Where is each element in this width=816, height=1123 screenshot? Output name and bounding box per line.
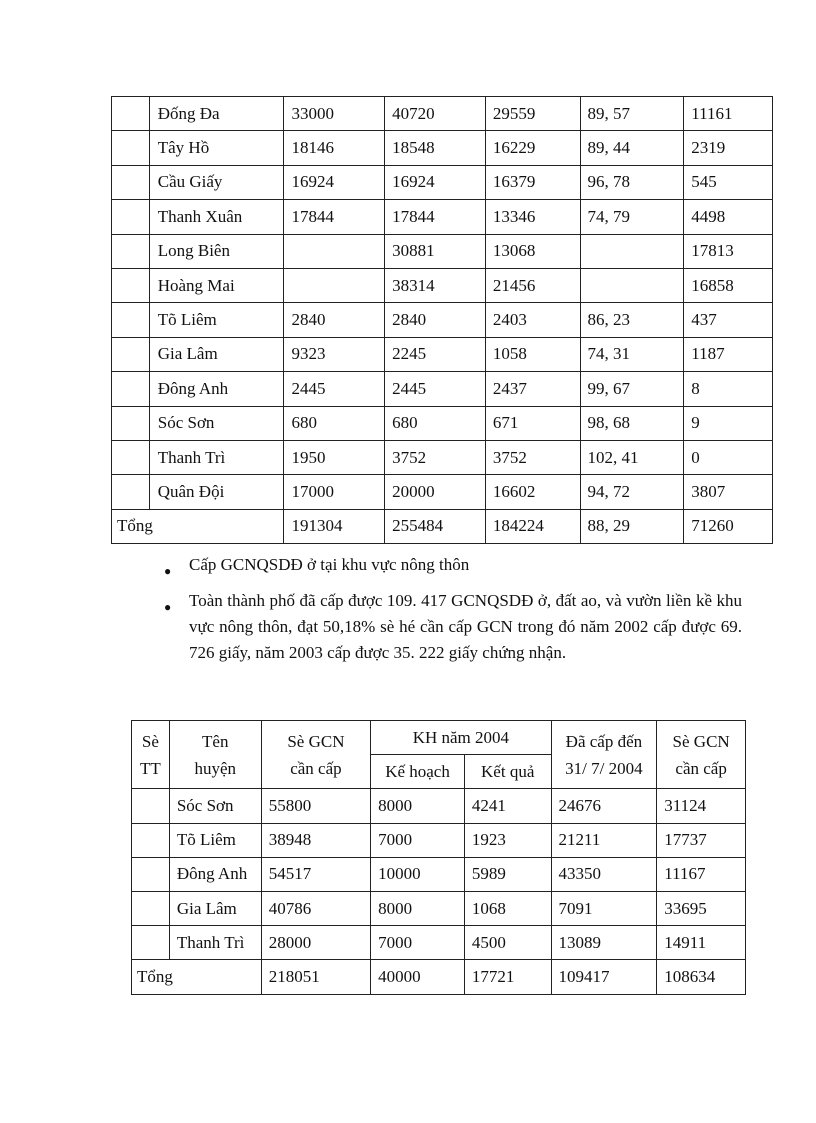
value-cell: 8 (684, 372, 773, 406)
value-cell: 38314 (385, 268, 486, 302)
value-cell: 2445 (385, 372, 486, 406)
value-cell: 38948 (261, 823, 370, 857)
stt-cell (132, 857, 170, 891)
value-cell: 1058 (485, 337, 580, 371)
table-row (112, 234, 773, 268)
value-cell: 13068 (485, 234, 580, 268)
district-name: Gia Lâm (149, 337, 284, 371)
value-cell: 3807 (684, 475, 773, 509)
value-cell: 29559 (485, 97, 580, 131)
value-cell: 40786 (261, 891, 370, 925)
value-cell (284, 268, 385, 302)
district-table-body (112, 97, 773, 544)
header-remain (657, 721, 746, 789)
percent-cell: 89, 57 (580, 97, 684, 131)
value-cell (284, 234, 385, 268)
total-label: Tổng (112, 509, 284, 543)
table-row (132, 891, 746, 925)
header-kh-plan: Kế hoạch (371, 755, 465, 789)
percent-cell: 94, 72 (580, 475, 684, 509)
percent-cell: 74, 79 (580, 200, 684, 234)
value-cell: 0 (684, 440, 773, 474)
header-name (169, 721, 261, 789)
value-cell: 437 (684, 303, 773, 337)
value-cell: 17813 (684, 234, 773, 268)
value-cell: 13346 (485, 200, 580, 234)
value-cell: 2437 (485, 372, 580, 406)
value-cell: 28000 (261, 926, 370, 960)
value-cell: 1950 (284, 440, 385, 474)
percent-cell: 99, 67 (580, 372, 684, 406)
header-text: Đã cấp đến (565, 731, 643, 751)
header-text: TT (140, 758, 161, 778)
header-kh-group: KH năm 2004 (371, 721, 551, 755)
header-done (551, 721, 657, 789)
district-name: Tây Hồ (149, 131, 284, 165)
district-name: Sóc Sơn (169, 789, 261, 823)
value-cell: 8000 (371, 789, 465, 823)
stt-cell (112, 131, 150, 165)
stt-cell (112, 268, 150, 302)
total-value: 71260 (684, 509, 773, 543)
stt-cell (132, 823, 170, 857)
value-cell: 16602 (485, 475, 580, 509)
table-row (132, 789, 746, 823)
district-name: Gia Lâm (169, 891, 261, 925)
district-name: Sóc Sơn (149, 406, 284, 440)
header-text: Sè GCN (672, 731, 730, 751)
value-cell: 545 (684, 165, 773, 199)
header-text: Sè (141, 731, 159, 751)
total-value: 108634 (657, 960, 746, 994)
district-name: Quân Đội (149, 475, 284, 509)
district-name: Hoàng Mai (149, 268, 284, 302)
header-text: Sè GCN (287, 731, 345, 751)
rural-certificate-table (131, 720, 746, 995)
value-cell: 4500 (464, 926, 551, 960)
value-cell: 40720 (385, 97, 486, 131)
value-cell: 2445 (284, 372, 385, 406)
value-cell: 3752 (385, 440, 486, 474)
value-cell: 1068 (464, 891, 551, 925)
header-row (132, 721, 746, 755)
total-value: 255484 (385, 509, 486, 543)
total-row (132, 960, 746, 994)
bullet-text: Cấp GCNQSDĐ ở tại khu vực nông thôn (189, 555, 470, 574)
table-row (112, 372, 773, 406)
bullet-item (164, 588, 742, 666)
table-row (112, 200, 773, 234)
rural-table-body (132, 721, 746, 995)
bullet-dot-icon: ● (164, 600, 172, 614)
value-cell: 4241 (464, 789, 551, 823)
value-cell: 680 (284, 406, 385, 440)
stt-cell (112, 97, 150, 131)
percent-cell: 89, 44 (580, 131, 684, 165)
header-kh-result: Kết quả (464, 755, 551, 789)
percent-cell: 102, 41 (580, 440, 684, 474)
value-cell: 33695 (657, 891, 746, 925)
value-cell: 16229 (485, 131, 580, 165)
header-text: Tên (202, 731, 229, 751)
district-name: Đống Đa (149, 97, 284, 131)
value-cell: 3752 (485, 440, 580, 474)
bullet-item (164, 552, 742, 578)
header-need (261, 721, 370, 789)
percent-cell: 96, 78 (580, 165, 684, 199)
district-name: Thanh Trì (149, 440, 284, 474)
stt-cell (112, 475, 150, 509)
table-row (112, 268, 773, 302)
stt-cell (132, 891, 170, 925)
value-cell: 17844 (385, 200, 486, 234)
percent-cell: 98, 68 (580, 406, 684, 440)
stt-cell (112, 200, 150, 234)
table-row (112, 406, 773, 440)
value-cell: 13089 (551, 926, 657, 960)
value-cell: 16379 (485, 165, 580, 199)
value-cell: 24676 (551, 789, 657, 823)
value-cell: 680 (385, 406, 486, 440)
value-cell: 4498 (684, 200, 773, 234)
district-name: Đông Anh (149, 372, 284, 406)
table-row (112, 303, 773, 337)
header-text: cần cấp (290, 758, 342, 778)
value-cell: 21456 (485, 268, 580, 302)
value-cell: 7000 (371, 926, 465, 960)
percent-cell: 86, 23 (580, 303, 684, 337)
value-cell: 17844 (284, 200, 385, 234)
value-cell: 16924 (284, 165, 385, 199)
value-cell: 9323 (284, 337, 385, 371)
bullet-text: Toàn thành phố đã cấp được 109. 417 GCNQSDĐ ở, đất ao, và vườn liền kề khu vực nông thôn, đạt 50,18% sè hé cần cấp GCN trong đó năm 2002 cấp được 69. 726 giấy, năm 2003 cấp được 35. 222 giấy chứng nhận. (189, 591, 742, 662)
header-stt (132, 721, 170, 789)
table-row (112, 97, 773, 131)
total-percent: 88, 29 (580, 509, 684, 543)
table-row (132, 926, 746, 960)
value-cell: 16924 (385, 165, 486, 199)
value-cell: 1187 (684, 337, 773, 371)
total-value: 184224 (485, 509, 580, 543)
total-value: 109417 (551, 960, 657, 994)
value-cell: 18548 (385, 131, 486, 165)
bullet-dot-icon: ● (164, 564, 172, 578)
value-cell: 2840 (385, 303, 486, 337)
table-row (112, 440, 773, 474)
stt-cell (112, 440, 150, 474)
stt-cell (112, 406, 150, 440)
value-cell: 17000 (284, 475, 385, 509)
value-cell: 43350 (551, 857, 657, 891)
value-cell: 33000 (284, 97, 385, 131)
value-cell: 17737 (657, 823, 746, 857)
value-cell: 21211 (551, 823, 657, 857)
stt-cell (112, 165, 150, 199)
district-name: Thanh Xuân (149, 200, 284, 234)
total-label: Tổng (132, 960, 262, 994)
value-cell: 10000 (371, 857, 465, 891)
value-cell: 16858 (684, 268, 773, 302)
stt-cell (132, 789, 170, 823)
value-cell: 20000 (385, 475, 486, 509)
stt-cell (112, 234, 150, 268)
stt-cell (112, 337, 150, 371)
value-cell: 5989 (464, 857, 551, 891)
stt-cell (132, 926, 170, 960)
value-cell: 8000 (371, 891, 465, 925)
district-name: Thanh Trì (169, 926, 261, 960)
header-text: cần cấp (675, 758, 727, 778)
total-value: 191304 (284, 509, 385, 543)
table-row (112, 475, 773, 509)
bullet-list (164, 552, 742, 676)
district-name: Long Biên (149, 234, 284, 268)
total-row (112, 509, 773, 543)
header-text: 31/ 7/ 2004 (565, 758, 643, 778)
value-cell: 18146 (284, 131, 385, 165)
value-cell: 30881 (385, 234, 486, 268)
value-cell: 9 (684, 406, 773, 440)
district-certificate-table (111, 96, 773, 544)
stt-cell (112, 372, 150, 406)
value-cell: 1923 (464, 823, 551, 857)
percent-cell: 74, 31 (580, 337, 684, 371)
stt-cell (112, 303, 150, 337)
table-row (132, 823, 746, 857)
total-value: 40000 (371, 960, 465, 994)
table-row (112, 165, 773, 199)
value-cell: 2840 (284, 303, 385, 337)
district-name: Cầu Giấy (149, 165, 284, 199)
value-cell: 2403 (485, 303, 580, 337)
value-cell: 7000 (371, 823, 465, 857)
value-cell: 54517 (261, 857, 370, 891)
value-cell: 11167 (657, 857, 746, 891)
district-name: Đông Anh (169, 857, 261, 891)
table-row (112, 131, 773, 165)
value-cell: 2319 (684, 131, 773, 165)
percent-cell (580, 268, 684, 302)
value-cell: 14911 (657, 926, 746, 960)
header-text: huyện (194, 758, 237, 778)
value-cell: 11161 (684, 97, 773, 131)
percent-cell (580, 234, 684, 268)
value-cell: 2245 (385, 337, 486, 371)
table-row (112, 337, 773, 371)
total-value: 218051 (261, 960, 370, 994)
value-cell: 7091 (551, 891, 657, 925)
value-cell: 671 (485, 406, 580, 440)
district-name: Tõ Liêm (169, 823, 261, 857)
district-name: Tõ Liêm (149, 303, 284, 337)
total-value: 17721 (464, 960, 551, 994)
value-cell: 31124 (657, 789, 746, 823)
value-cell: 55800 (261, 789, 370, 823)
table-row (132, 857, 746, 891)
